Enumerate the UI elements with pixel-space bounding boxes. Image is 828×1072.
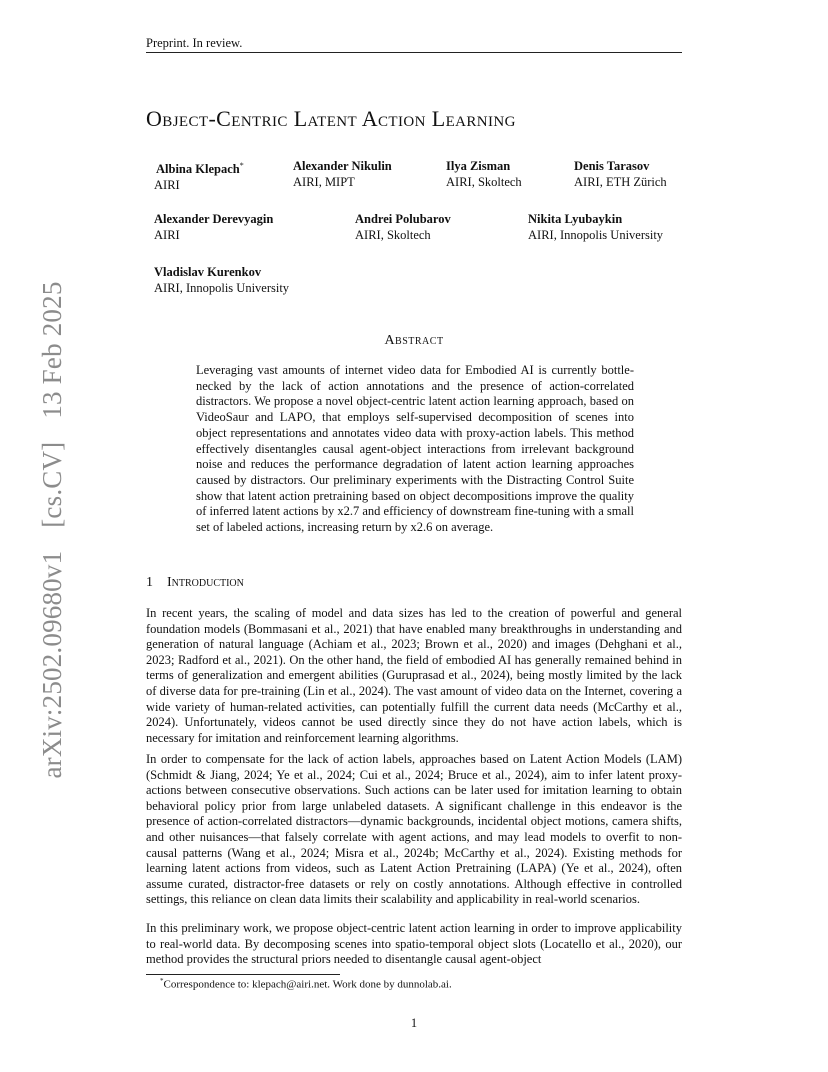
author-affiliation: AIRI, Innopolis University	[528, 228, 664, 242]
author-affiliation: AIRI, MIPT	[293, 175, 355, 189]
author-name: Andrei Polubarov	[355, 212, 451, 226]
author-name: Alexander Nikulin	[293, 159, 392, 173]
author-block	[154, 211, 273, 243]
author-affiliation: AIRI, ETH Zürich	[574, 175, 667, 189]
author-name: Alexander Derevyagin	[154, 212, 274, 226]
running-header: Preprint. In review.	[146, 36, 243, 50]
author-affiliation: AIRI	[154, 178, 180, 193]
arxiv-category: [cs.CV]	[37, 441, 67, 528]
footnote-mark: *	[160, 977, 164, 985]
author-block	[446, 158, 522, 190]
abstract-text: Leveraging vast amounts of internet video data for Embodied AI is currently bottle-necked by the lack of action annotations and the presence of action-correlated distractors. We propose a novel object-centric latent action learning approach, based on VideoSaur and LAPO, that employs self-supervised decomposition of scenes into object representations and annotates video data with proxy-action labels. This method effectively disentangles causal agent-object interactions from irrelevant background noise and reduces the performance degradation of latent action learning approaches caused by distractors. Our preliminary experiments with the Distracting Control Suite show that latent action pretraining based on object decompositions improve the quality of inferred latent actions by x2.7 and efficiency of downstream fine-tuning with a small set of labeled actions, increasing return by x2.6 on average.	[196, 363, 634, 535]
section-heading	[146, 575, 244, 591]
author-name: Nikita Lyubaykin	[528, 212, 623, 226]
footnote	[160, 977, 452, 991]
author-block	[154, 264, 289, 296]
author-block	[574, 158, 667, 190]
author-mark: *	[239, 161, 244, 170]
author-name: Denis Tarasov	[574, 159, 650, 173]
author-affiliation: AIRI, Skoltech	[355, 228, 431, 242]
author-block	[528, 211, 663, 243]
header-rule	[146, 52, 682, 53]
footnote-text: Correspondence to: klepach@airi.net. Work done by dunnolab.ai.	[163, 978, 452, 991]
author-block	[293, 158, 392, 190]
arxiv-id: arXiv:2502.09680v1	[37, 550, 67, 779]
author-name: Albina Klepach	[156, 162, 240, 177]
author-name: Vladislav Kurenkov	[154, 265, 262, 279]
author-block	[355, 211, 451, 243]
arxiv-date: 13 Feb 2025	[37, 281, 67, 419]
author-name: Ilya Zisman	[446, 159, 511, 173]
section-number: 1	[146, 575, 153, 590]
author-block	[156, 158, 244, 193]
author-affiliation: AIRI, Skoltech	[446, 175, 522, 189]
paragraph: In order to compensate for the lack of action labels, approaches based on Latent Action Models (LAM) (Schmidt & Jiang, 2024; Ye et al., 2024; Cui et al., 2024; Bruce et al., 2024), aim to infer latent proxy-actions between consecutive observations. Such actions can be later used for imitation learning to obtain behavioral policy prior from large unlabeled datasets. A significant challenge in this endeavor is the presence of action-correlated distractors—dynamic backgrounds, incidental object motions, camera shifts, and other nuisances—that falsely correlate with agent actions, and may lead models to overfit to non-causal patterns (Wang et al., 2024; Misra et al., 2024b; McCarthy et al., 2024). Existing methods for learning latent actions from videos, such as Latent Action Pretraining (LAPA) (Ye et al., 2024), often assume curated, distractor-free datasets or rely on costly annotations. Although effective in controlled settings, this reliance on clean data limits their scalability and applicability in real-world scenarios.	[146, 752, 682, 907]
paragraph: In this preliminary work, we propose object-centric latent action learning in order to improve applicability to real-world data. By decomposing scenes into spatio-temporal object slots (Locatello et al., 2020), our method provides the structural priors needed to disentangle causal agent-object	[146, 921, 682, 967]
author-affiliation: AIRI	[154, 228, 180, 242]
paragraph: In recent years, the scaling of model and data sizes has led to the creation of powerful and general foundation models (Bommasani et al., 2021) that have enabled many breakthroughs in understanding and generation of natural language (Achiam et al., 2023; Brown et al., 2020) and images (Dehghani et al., 2023; Radford et al., 2021). On the other hand, the field of embodied AI has generally remained behind in terms of generalization and emergent abilities (Guruprasad et al., 2024), being mostly limited by the lack of diverse data for pre-training (Lin et al., 2024). The vast amount of video data on the Internet, covering a wide variety of human-related activities, can potentially fulfill the current data needs (McCarthy et al., 2024). Unfortunately, videos cannot be used directly since they do not have action labels, which is necessary for imitation and reinforcement learning algorithms.	[146, 606, 682, 745]
footnote-rule	[146, 974, 340, 975]
abstract-heading: Abstract	[384, 333, 444, 348]
author-affiliation: AIRI, Innopolis University	[154, 281, 290, 295]
section-title: Introduction	[167, 575, 244, 590]
page-number: 1	[410, 1016, 418, 1030]
paper-title: Object-Centric Latent Action Learning	[146, 106, 516, 131]
